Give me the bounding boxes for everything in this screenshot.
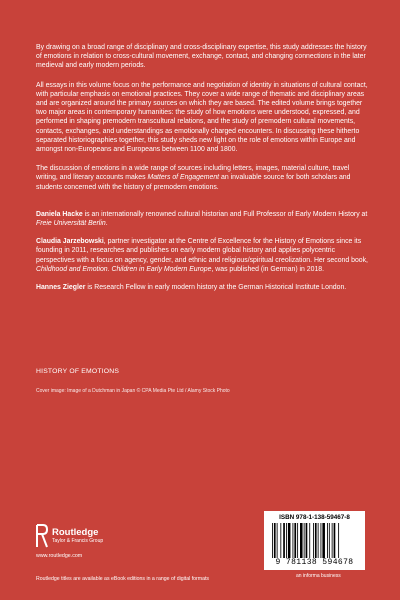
routledge-logo-icon — [36, 524, 48, 548]
author-bio-italic: Freie Universität Berlin — [36, 220, 106, 228]
blurb-paragraph-1: By drawing on a broad range of disciplinary and cross-disciplinary expertise, this study addresses the history of emotions in relation to cross-cultural movement, exchange, contact, and changing connections in the later medieval and early modern periods. — [36, 44, 367, 70]
series-name: HISTORY OF EMOTIONS — [36, 368, 120, 375]
author-bio-3 — [36, 283, 368, 292]
blurb-p3-end: an invaluable source for both scholars and students concerned with the history of premodern emotions. — [36, 174, 351, 191]
publisher-name: Routledge — [52, 527, 99, 538]
author-bio-2 — [36, 237, 368, 274]
blurb-p3-start: The discussion of emotions in a wide range of sources including letters, images, material culture, travel writing, and literary accounts makes — [36, 165, 350, 182]
informa-tagline: an informa business — [296, 573, 341, 579]
author-name: Daniela Hacke — [36, 210, 83, 218]
barcode-panel — [264, 511, 365, 570]
author-bio-text: , partner investigator at the Centre of Excellence for the History of Emotions since its founding in 2011, researches and publishes on early modern global history and applies polycentric perspectives with a focus on agency, gender, and ethnic and religious/spiritual creolization. Her second book, — [36, 238, 368, 264]
isbn-label: ISBN 978-1-138-59467-8 — [279, 514, 350, 521]
author-bio-italic: Childhood and Emotion. Children in Early Modern Europe — [36, 265, 212, 273]
publisher-block — [36, 524, 156, 564]
author-name: Claudia Jarzebowski — [36, 238, 104, 246]
author-bio-text: is an internationally renowned cultural historian and Full Professor of Early Modern History at — [82, 210, 368, 218]
blurb — [36, 43, 368, 301]
author-bio-1 — [36, 210, 368, 228]
barcode-icon — [272, 523, 358, 558]
author-bio-end: . — [105, 220, 108, 228]
footer-note: Routledge titles are available as eBook editions in a range of digital formats — [36, 576, 210, 582]
blurb-paragraph-2: All essays in this volume focus on the performance and negotiation of identity in situations of cultural contact, with particular emphasis on emotional practices. They cover a wide range of thematic and disciplinary areas and are organized around the primary sources on which they are based. The edited volume brings together two major areas in contemporary humanities: the study of how emotions were understood, expressed, and performed in shaping premodern transcultural relations, and the study of premodern cultural movements, contacts, exchanges, and understandings as emotionally charged encounters. In discussing these hitherto separated historiographies together, this study sheds new light on the role of emotions within Europe and amongst non-Europeans and Europeans between 1100 and 1800. — [36, 81, 368, 154]
author-bio-end: , was published (in German) in 2018. — [211, 265, 325, 273]
cover-image-credit: Cover image: Image of a Dutchman in Japan © CPA Media Pte Ltd / Alamy Stock Photo — [36, 388, 230, 394]
barcode-number: 9 781138 594678 — [275, 558, 354, 567]
author-bio-text: is Research Fellow in early modern history at the German Historical Institute London. — [85, 284, 347, 292]
publisher-url[interactable]: www.routledge.com — [36, 553, 83, 559]
book-title-italic: Matters of Engagement — [147, 174, 220, 182]
blurb-paragraph-3 — [36, 164, 368, 192]
publisher-group: Taylor & Francis Group — [52, 538, 104, 544]
author-name: Hannes Ziegler — [36, 284, 86, 292]
